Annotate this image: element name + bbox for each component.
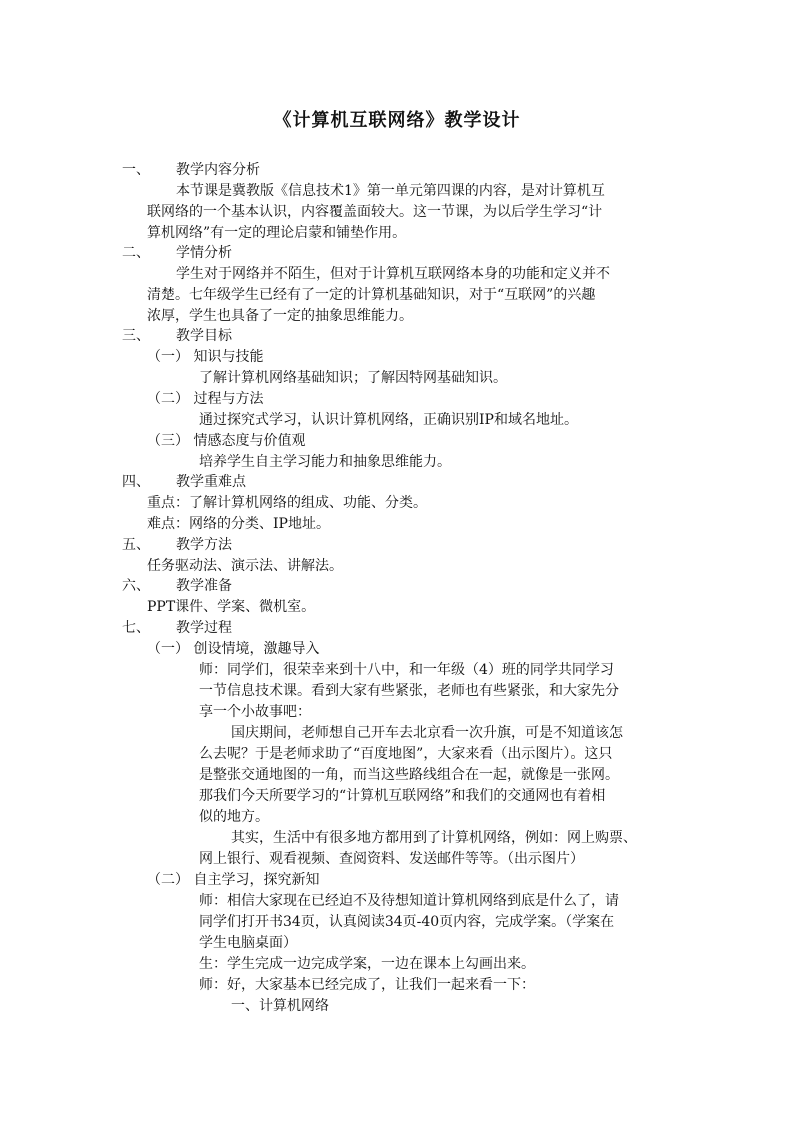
- difficult-points-line: 难点：网络的分类、IP地址。: [147, 516, 330, 532]
- paragraph-line: 师：相信大家现在已经迫不及待想知道计算机网络到底是什么了，请: [199, 893, 619, 909]
- paragraph-line: 生：学生完成一边完成学案，一边在课本上勾画出来。: [199, 956, 535, 972]
- paragraph-line: 是整张交通地图的一角，而当这些路线组合在一起，就像是一张网。: [199, 767, 619, 783]
- paragraph-line: 国庆期间，老师想自己开车去北京看一次升旗，可是不知道该怎: [231, 725, 623, 741]
- paragraph-line: 一节信息技术课。看到大家有些紧张，老师也有些紧张，和大家先分: [199, 683, 619, 699]
- subsection-heading: （二） 自主学习，探究新知: [147, 872, 320, 888]
- document-title: 《计算机互联网络》教学设计: [273, 110, 521, 131]
- subsection-text: 了解计算机网络基础知识；了解因特网基础知识。: [199, 370, 507, 386]
- section-4-number: 四、: [122, 474, 150, 490]
- methods-line: 任务驱动法、演示法、讲解法。: [147, 558, 343, 574]
- section-1-heading: 教学内容分析: [176, 162, 260, 178]
- section-3-number: 三、: [122, 328, 150, 344]
- paragraph-line: 么去呢？于是老师求助了“百度地图”，大家来看（出示图片）。这只: [199, 746, 613, 762]
- paragraph-line: 其实，生活中有很多地方都用到了计算机网络，例如：网上购票、: [231, 830, 637, 846]
- section-2-number: 二、: [122, 245, 150, 261]
- subsection-text: 通过探究式学习，认识计算机网络，正确识别IP和域名地址。: [199, 412, 578, 428]
- section-1-number: 一、: [122, 162, 150, 178]
- subsection-heading: （二） 过程与方法: [147, 391, 264, 407]
- section-7-heading: 教学过程: [176, 620, 232, 636]
- preparation-line: PPT课件、学案、微机室。: [147, 599, 316, 615]
- paragraph-line: 师：好，大家基本已经完成了，让我们一起来看一下：: [199, 977, 535, 993]
- paragraph-line: 享一个小故事吧：: [199, 704, 311, 720]
- subsection-text: 培养学生自主学习能力和抽象思维能力。: [199, 454, 451, 470]
- paragraph-line: 那我们今天所要学习的“计算机互联网络”和我们的交通网也有着相: [199, 788, 606, 804]
- section-1-line: 算机网络”有一定的理论启蒙和铺垫作用。: [147, 225, 407, 241]
- section-5-heading: 教学方法: [176, 537, 232, 553]
- paragraph-line: 似的地方。: [199, 809, 269, 825]
- section-6-number: 六、: [122, 578, 150, 594]
- subsection-heading: （三） 情感态度与价值观: [147, 433, 306, 449]
- section-2-line: 浓厚，学生也具备了一定的抽象思维能力。: [147, 308, 413, 324]
- subsection-heading: （一） 知识与技能: [147, 349, 264, 365]
- section-1-line: 联网络的一个基本认识，内容覆盖面较大。这一节课，为以后学生学习“计: [147, 204, 603, 220]
- subsection-heading: （一） 创设情境，激趣导入: [147, 641, 320, 657]
- section-1-line: 本节课是冀教版《信息技术1》第一单元第四课的内容，是对计算机互: [176, 183, 605, 199]
- paragraph-line: 同学们打开书34页，认真阅读34页-40页内容，完成学案。（学案在: [199, 914, 615, 930]
- section-2-line: 学生对于网络并不陌生，但对于计算机互联网络本身的功能和定义并不: [176, 266, 610, 282]
- section-7-number: 七、: [122, 620, 150, 636]
- paragraph-line: 网上银行、观看视频、查阅资料、发送邮件等等。（出示图片）: [199, 851, 584, 867]
- section-5-number: 五、: [122, 537, 150, 553]
- section-4-heading: 教学重难点: [176, 474, 246, 490]
- paragraph-line: 师：同学们，很荣幸来到十八中，和一年级（4）班的同学共同学习: [199, 662, 614, 678]
- section-6-heading: 教学准备: [176, 578, 232, 594]
- section-2-line: 清楚。七年级学生已经有了一定的计算机基础知识，对于“互联网”的兴趣: [147, 287, 596, 303]
- section-3-heading: 教学目标: [176, 328, 232, 344]
- key-points-line: 重点：了解计算机网络的组成、功能、分类。: [147, 495, 427, 511]
- paragraph-line: 学生电脑桌面）: [199, 935, 297, 951]
- outline-item: 一、计算机网络: [231, 998, 329, 1014]
- section-2-heading: 学情分析: [176, 245, 232, 261]
